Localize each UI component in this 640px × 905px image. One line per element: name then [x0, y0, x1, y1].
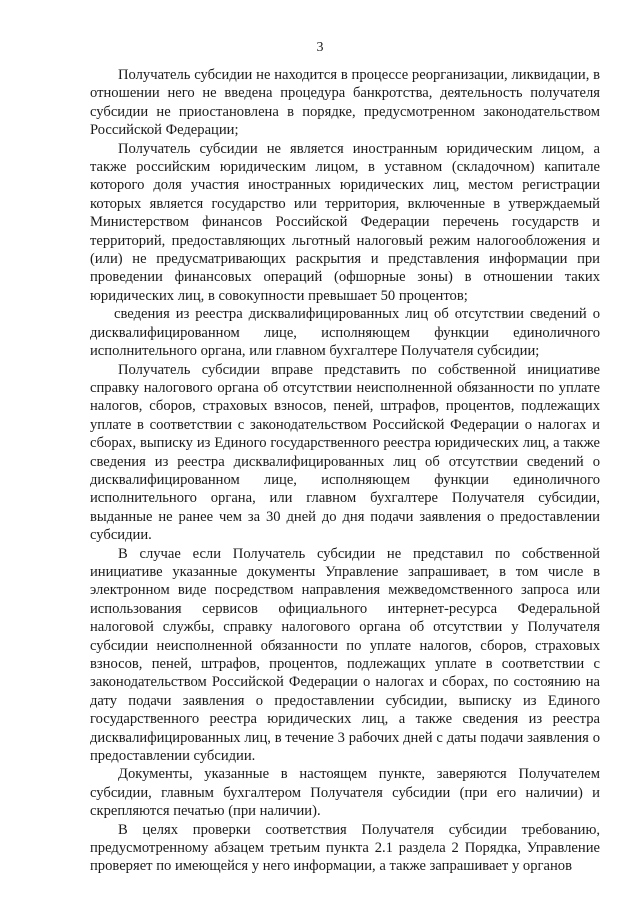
paragraph-department-requests: В случае если Получатель субсидии не представил по собственной инициативе указанные документы Управление запрашивает, в том числе в электронном виде посредством направления межведомственного запроса или использования сервисов официального интернет-ресурса Федеральной налоговой службы, справку налогового органа об отсутствии у Получателя субсидии неисполненной обязанности по уплате налогов, сборов, страховых взносов, пеней, штрафов, процентов, подлежащих уплате в соответствии с законодательством Российской Федерации о налогах и сборах, по состоянию на дату подачи заявления о предоставлении субсидии, выписку из Единого государственного реестра юридических лиц, а также сведения из реестра дисквалифицированных лиц, в течение 3 рабочих дней с даты подачи заявления о предоставлении субсидии.	[90, 545, 600, 765]
paragraph-disqualified-registry: сведения из реестра дисквалифицированных лиц об отсутствии сведений о дисквалифицированном лице, исполняющем функции единоличного исполнительного органа, или главном бухгалтере Получателя субсидии;	[90, 306, 600, 360]
paragraph-certification: Документы, указанные в настоящем пункте, заверяются Получателем субсидии, главным бухгалтером Получателя субсидии (при его наличии) и скрепляются печатью (при наличии).	[90, 766, 600, 820]
paragraph-verification: В целях проверки соответствия Получателя субсидии требованию, предусмотренному абзацем третьим пункта 2.1 раздела 2 Порядка, Управление проверяет по имеющейся у него информации, а также запрашивает у органов	[90, 821, 600, 875]
paragraph-not-in-reorganization: Получатель субсидии не находится в процессе реорганизации, ликвидации, в отношении него не введена процедура банкротства, деятельность получателя субсидии не приостановлена в порядке, предусмотренном законодательством Российской Федерации;	[90, 67, 600, 139]
paragraph-own-initiative-documents: Получатель субсидии вправе представить по собственной инициативе справку налогового органа об отсутствии неисполненной обязанности по уплате налогов, сборов, страховых взносов, пеней, штрафов, процентов, подлежащих уплате в соответствии с законодательством Российской Федерации о налогах и сборах, выписку из Единого государственного реестра юридических лиц, а также сведения из реестра дисквалифицированных лиц об отсутствии сведений о дисквалифицированном лице, исполняющем функции единоличного исполнительного органа, или главном бухгалтере Получателя субсидии, выданные не ранее чем за 30 дней до дня подачи заявления о предоставлении субсидии.	[90, 361, 600, 544]
document-body	[90, 66, 600, 876]
page-number: 3	[316, 40, 324, 55]
paragraph-not-foreign-entity: Получатель субсидии не является иностранным юридическим лицом, а также российским юридическим лицом, в уставном (складочном) капитале которого доля участия иностранных юридических лиц, местом регистрации которых является государство или территория, включенные в утверждаемый Министерством финансов Российской Федерации перечень государств и территорий, предоставляющих льготный налоговый режим налогообложения и (или) не предусматривающих раскрытия и представления информации при проведении финансовых операций (офшорные зоны) в отношении таких юридических лиц, в совокупности превышает 50 процентов;	[90, 140, 600, 304]
